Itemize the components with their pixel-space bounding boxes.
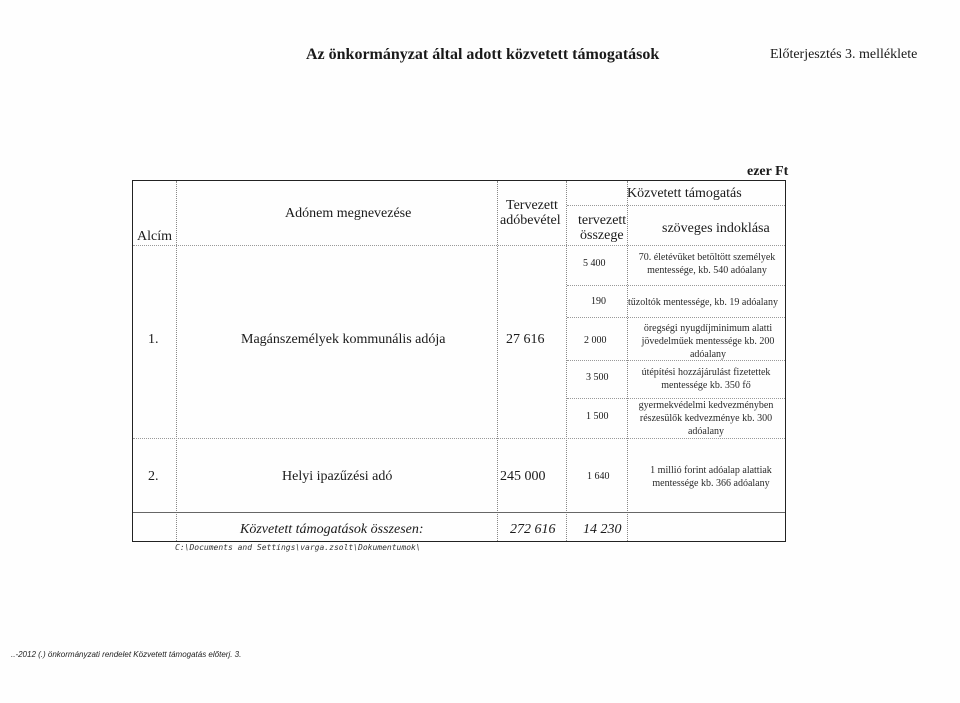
col-divider-osszeg [627,181,628,541]
header-osszeg-line2: összege [580,228,624,243]
header-indoklas: szöveges indoklása [662,221,770,236]
row1-item5-indoklas: gyermekvédelmi kedvezményben részesülők kedvezménye kb. 300 adóalany [638,400,774,437]
row2-tervezett: 245 000 [500,469,546,484]
unit-label: ezer Ft [747,164,789,179]
row1-item5-osszeg: 1 500 [586,411,609,422]
total-divider [133,512,785,513]
row2-item1-indoklas: 1 millió forint adóalap alattiak mentessége kb. 366 adóalany [650,465,772,489]
col-divider-tervezett [566,181,567,541]
header-divider-kozvetett [567,205,785,206]
header-adonem: Adónem megnevezése [285,206,412,221]
header-osszeg-line1: tervezett [578,213,627,228]
row1-item3-osszeg: 2 000 [584,335,607,346]
row1-item4-osszeg: 3 500 [586,372,609,383]
header-bottom-divider [133,245,785,246]
row1-item-divider [567,317,785,318]
col-divider-alcim [176,181,177,541]
row1-item1-indoklas: 70. életévüket betöltött személyek mentessége, kb. 540 adóalany [638,252,776,276]
total-tervezett: 272 616 [510,522,556,537]
header-tervezett-line2: adóbevétel [500,213,561,228]
annex-label: Előterjesztés 3. melléklete [770,47,918,62]
row2-adonem: Helyi ipazűzési adó [282,469,393,484]
row1-item4-indoklas: útépítési hozzájárulást fizetettek mentessége kb. 350 fő [641,367,771,391]
row2-alcim: 2. [148,469,159,484]
header-kozvetett: Közvetett támogatás [627,186,742,201]
total-osszeg: 14 230 [583,522,622,537]
row2-item1-osszeg: 1 640 [587,471,610,482]
row1-adonem: Magánszemélyek kommunális adója [241,332,446,347]
row1-alcim: 1. [148,332,159,347]
header-alcim: Alcím [137,229,172,244]
row1-item1-osszeg: 5 400 [583,258,606,269]
row1-item2-indoklas: tűzoltók mentessége, kb. 19 adóalany [628,297,778,308]
row-divider [133,438,785,439]
col-divider-adonem [497,181,498,541]
row1-item3-indoklas: öregségi nyugdíjminimum alatti jövedelműek mentessége kb. 200 adóalany [641,323,775,360]
row1-item2-osszeg: 190 [591,296,606,307]
file-path: C:\Documents and Settings\varga.zsolt\Dokumentumok\ [175,543,421,552]
row1-tervezett: 27 616 [506,332,545,347]
header-tervezett-line1: Tervezett [506,198,558,213]
total-label: Közvetett támogatások összesen: [240,522,424,537]
row1-item-divider [567,285,785,286]
page-title: Az önkormányzat által adott közvetett támogatások [306,46,660,63]
page-footer: ..-2012 (.) önkormányzati rendelet Közvetett támogatás előterj. 3. [11,650,242,659]
